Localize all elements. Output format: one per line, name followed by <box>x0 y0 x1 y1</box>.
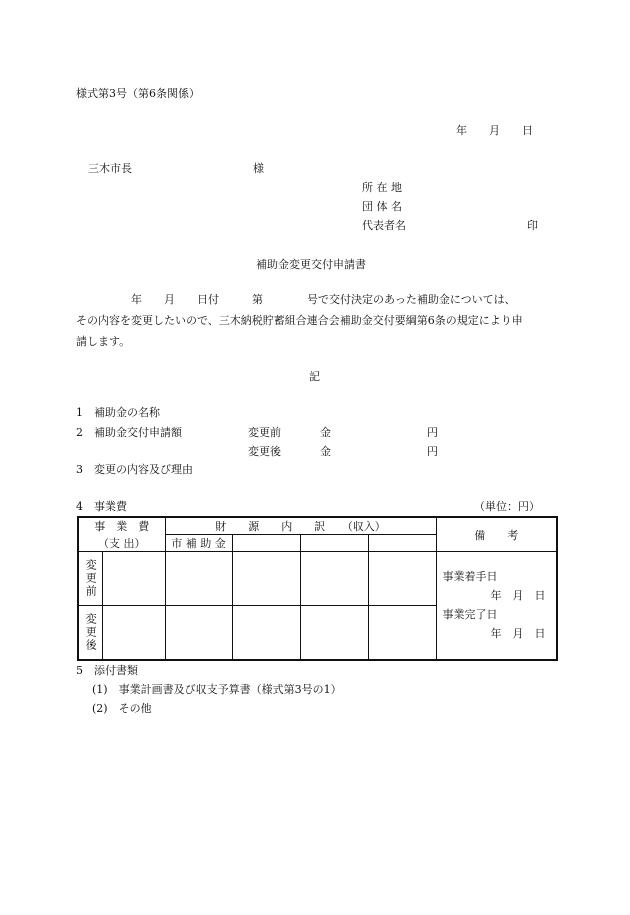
item-change-reason: 3 変更の内容及び理由 <box>76 463 193 476</box>
header-expenditure: （支 出） <box>78 535 165 552</box>
row-label-before-text: 変更前 <box>84 559 98 598</box>
cell-after-city-subsidy <box>165 606 232 660</box>
date-line: 年 月 日 <box>456 124 533 137</box>
start-date-ymd: 年 月 日 <box>490 589 546 603</box>
amount-after-prefix: 金 <box>320 445 331 458</box>
representative-label: 代表者名 <box>362 219 406 232</box>
cell-after-fund-2 <box>232 606 300 660</box>
body-paragraph <box>76 289 556 352</box>
attachment-item-1: (1) 事業計画書及び収支予算書（様式第3号の1） <box>92 683 342 696</box>
header-funding-breakdown: 財 源 内 訳 （収入） <box>165 517 436 535</box>
cell-before-fund-2 <box>232 552 300 606</box>
item-subsidy-name: 1 補助金の名称 <box>76 406 160 419</box>
item-requested-amount: 2 補助金交付申請額 <box>76 426 182 439</box>
ki-marker: 記 <box>309 370 320 383</box>
addressee: 三木市長 様 <box>88 162 264 175</box>
document-title: 補助金変更交付申請書 <box>256 258 366 271</box>
organization-label: 団 体 名 <box>362 200 402 213</box>
end-date-label: 事業完了日 <box>442 608 498 622</box>
remarks-cell <box>436 552 557 660</box>
body-line-2: その内容を変更したいので、三木納税貯蓄組合連合会補助金交付要綱第6条の規定により申 <box>76 314 523 327</box>
amount-after-label: 変更後 <box>248 445 281 458</box>
header-remarks: 備 考 <box>436 517 557 552</box>
address-label: 所 在 地 <box>362 181 402 194</box>
amount-before-prefix: 金 <box>320 426 331 439</box>
body-line-3: 請します。 <box>76 335 131 348</box>
row-label-after-text: 変更後 <box>84 612 98 652</box>
seal-mark: 印 <box>527 219 538 232</box>
header-blank-2 <box>300 535 368 552</box>
header-blank-1 <box>232 535 300 552</box>
attachment-item-2: (2) その他 <box>92 702 152 715</box>
cell-after-fund-3 <box>300 606 368 660</box>
unit-label: （単位：円） <box>474 500 540 513</box>
header-city-subsidy: 市 補 助 金 <box>165 535 232 552</box>
cell-before-expense <box>102 552 165 606</box>
body-line-1: 年 月 日付 第 号で交付決定のあった補助金については、 <box>76 293 516 306</box>
cell-before-city-subsidy <box>165 552 232 606</box>
cell-before-fund-3 <box>300 552 368 606</box>
amount-after-suffix: 円 <box>427 445 438 458</box>
item-project-cost: 4 事業費 <box>76 500 127 513</box>
row-label-before <box>78 552 102 606</box>
project-cost-table <box>77 516 558 661</box>
header-project-cost: 事 業 費 <box>78 517 165 535</box>
header-blank-3 <box>368 535 436 552</box>
cell-after-fund-4 <box>368 606 436 660</box>
row-label-after <box>78 606 102 660</box>
end-date-ymd: 年 月 日 <box>490 627 546 641</box>
cell-after-expense <box>102 606 165 660</box>
start-date-label: 事業着手日 <box>442 570 498 584</box>
amount-before-suffix: 円 <box>427 426 438 439</box>
cell-before-fund-4 <box>368 552 436 606</box>
amount-before-label: 変更前 <box>248 426 281 439</box>
attachments-heading: 5 添付書類 <box>76 664 138 677</box>
form-id: 様式第3号（第6条関係） <box>76 87 200 100</box>
